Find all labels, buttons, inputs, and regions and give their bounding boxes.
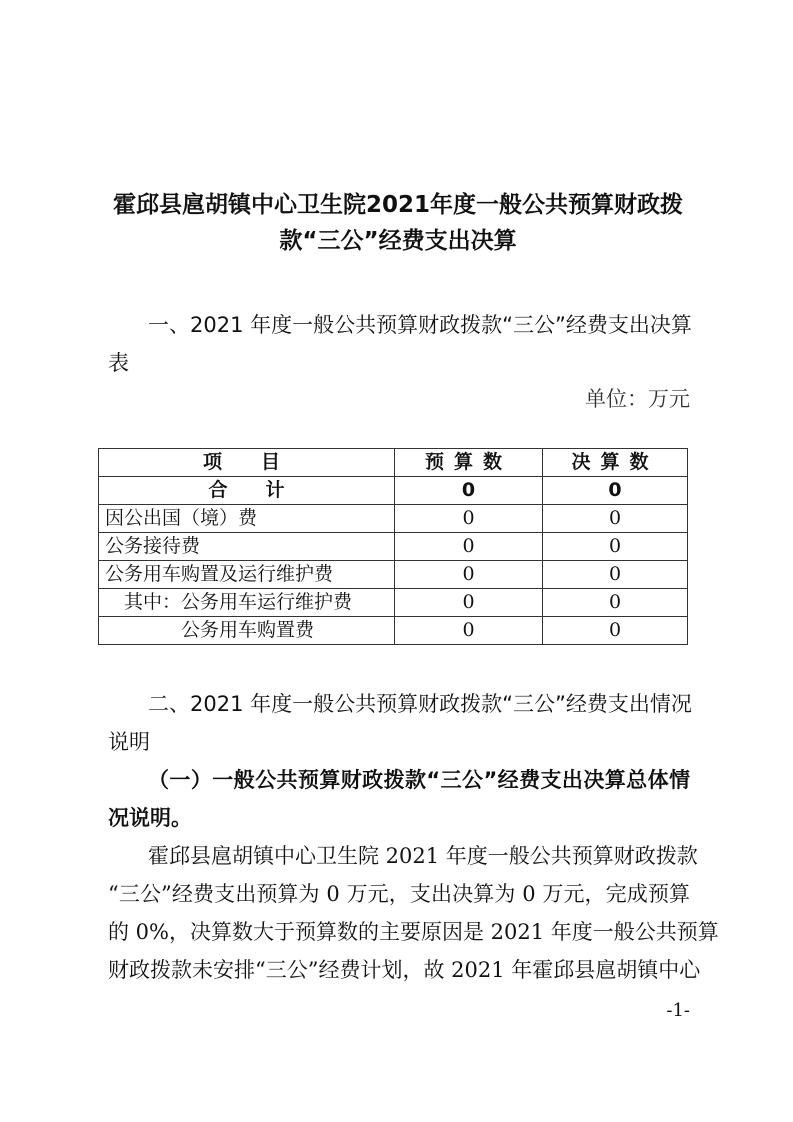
cell-final: 0 — [543, 533, 688, 561]
table-row — [99, 589, 688, 617]
cell-item: 其中：公务用车运行维护费 — [99, 589, 395, 617]
cell-item: 公务接待费 — [99, 533, 395, 561]
cell-final: 0 — [543, 617, 688, 645]
cell-final: 0 — [543, 505, 688, 533]
table-row — [99, 505, 688, 533]
table-row — [99, 533, 688, 561]
cell-item: 因公出国（境）费 — [99, 505, 395, 533]
section2-heading-cont: 说明 — [108, 730, 150, 754]
cell-item: 公务用车购置及运行维护费 — [99, 561, 395, 589]
cell-final: 0 — [543, 589, 688, 617]
cell-item: 合 计 — [99, 477, 395, 505]
header-final: 决算数 — [543, 449, 688, 477]
cell-item: 公务用车购置费 — [99, 617, 395, 645]
section1-heading: 一、2021 年度一般公共预算财政拨款“三公”经费支出决算 — [148, 313, 692, 337]
header-item: 项 目 — [99, 449, 395, 477]
table-header-row — [99, 449, 688, 477]
document-title-line-1: 霍邱县扈胡镇中心卫生院2021年度一般公共预算财政拨 — [112, 192, 683, 218]
subsection1-heading: （一）一般公共预算财政拨款“三公”经费支出决算总体情 — [148, 768, 690, 792]
cell-budget: 0 — [395, 561, 543, 589]
unit-label: 单位：万元 — [585, 387, 690, 411]
table-row — [99, 617, 688, 645]
document-title-line-2: 款“三公”经费支出决算 — [279, 228, 517, 254]
body-line: 财政拨款未安排“三公”经费计划，故 2021 年霍邱县扈胡镇中心 — [108, 958, 701, 982]
table-row-total — [99, 477, 688, 505]
cell-final: 0 — [543, 561, 688, 589]
body-line: 的 0%，决算数大于预算数的主要原因是 2021 年度一般公共预算 — [108, 920, 719, 944]
cell-budget: 0 — [395, 477, 543, 505]
body-line: “三公”经费支出预算为 0 万元，支出决算为 0 万元，完成预算 — [108, 882, 690, 906]
subsection1-heading-cont: 况说明。 — [108, 806, 192, 830]
cell-budget: 0 — [395, 533, 543, 561]
page-number: -1- — [666, 1000, 690, 1021]
body-line: 霍邱县扈胡镇中心卫生院 2021 年度一般公共预算财政拨款 — [148, 844, 698, 868]
cell-budget: 0 — [395, 505, 543, 533]
cell-budget: 0 — [395, 589, 543, 617]
table-row — [99, 561, 688, 589]
cell-final: 0 — [543, 477, 688, 505]
section1-heading-cont: 表 — [108, 351, 129, 375]
header-budget: 预算数 — [395, 449, 543, 477]
cell-budget: 0 — [395, 617, 543, 645]
three-public-expenses-table — [98, 448, 688, 645]
section2-heading: 二、2021 年度一般公共预算财政拨款“三公”经费支出情况 — [148, 692, 692, 716]
